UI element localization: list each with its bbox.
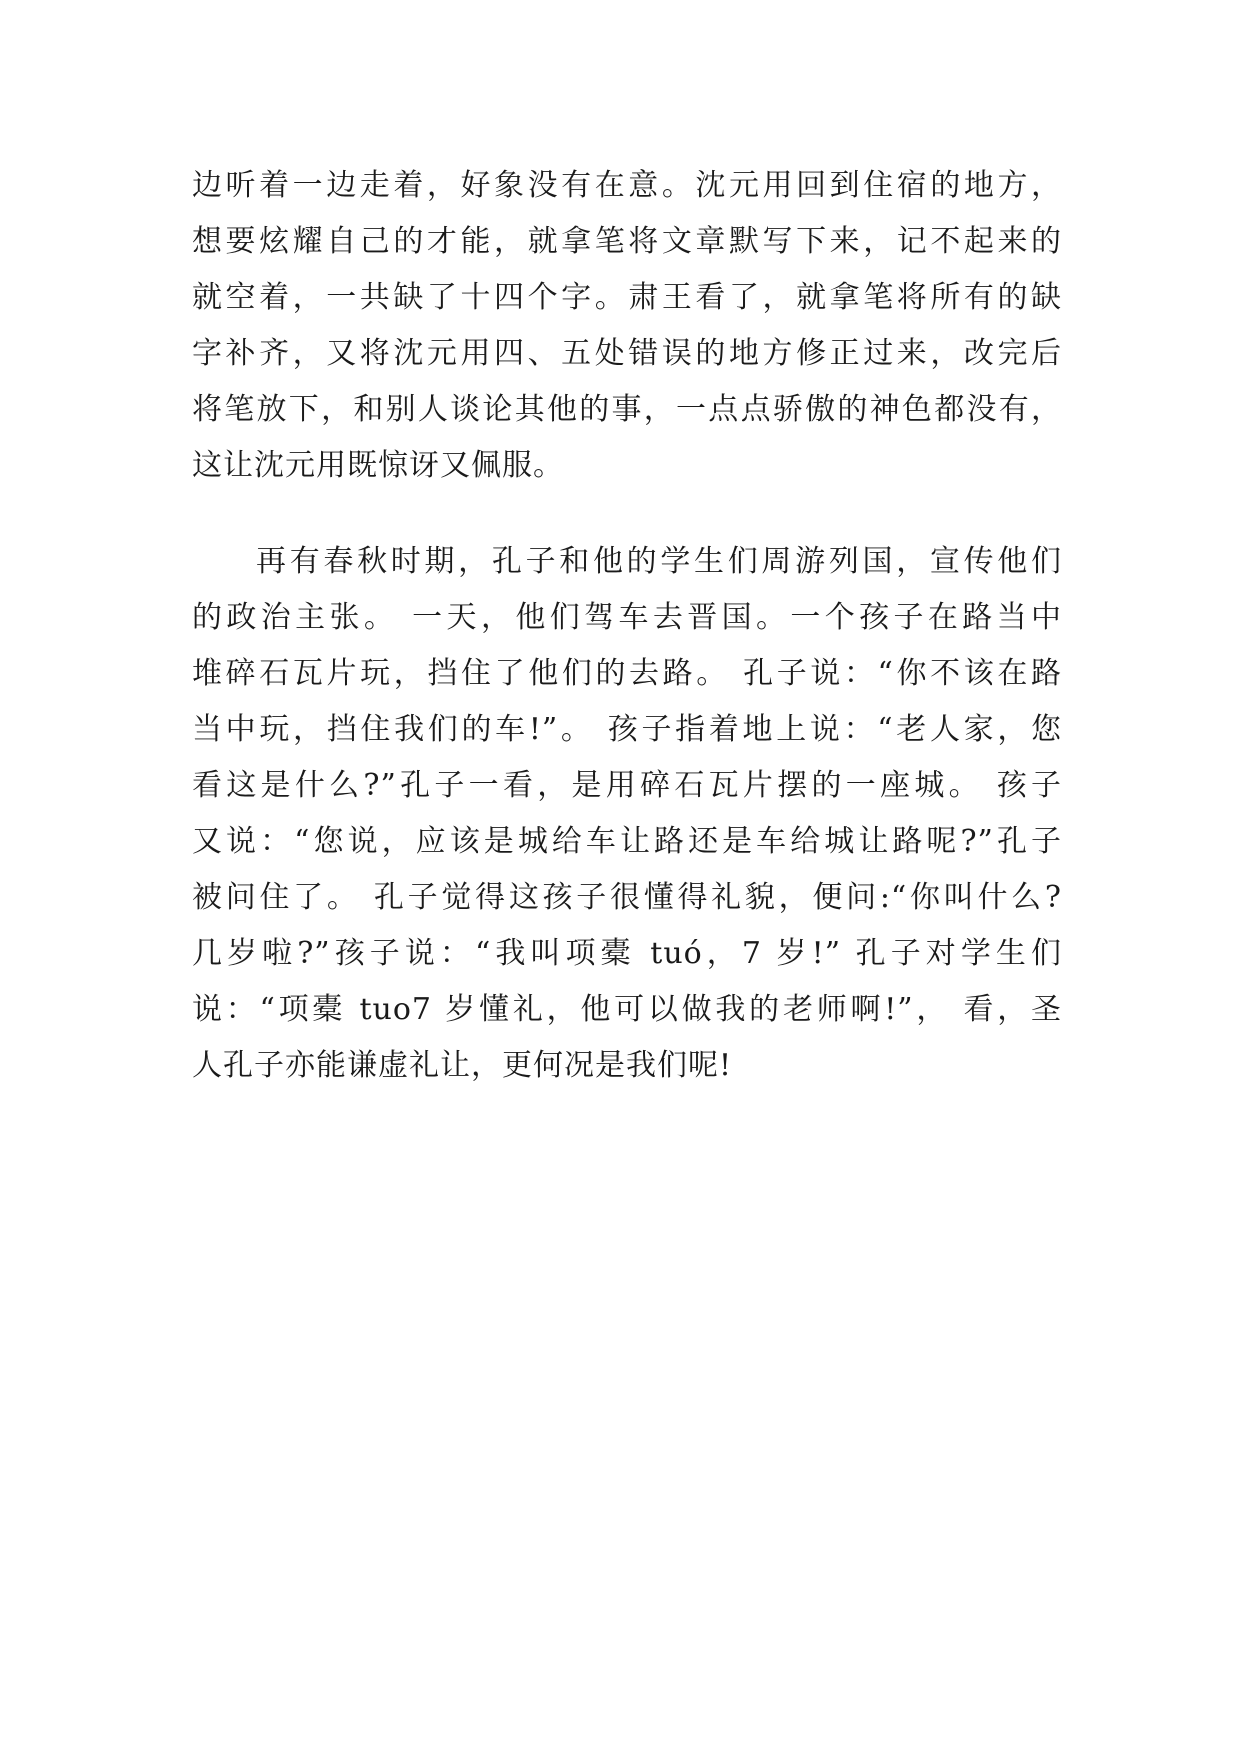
- paragraph-line: 又说：“您说，应该是城给车让路还是车给城让路呢?”孔子: [192, 824, 1062, 859]
- paragraph-line: 看这是什么?”孔子一看，是用碎石瓦片摆的一座城。 孩子: [192, 768, 1062, 803]
- paragraph-line: 再有春秋时期，孔子和他的学生们周游列国，宣传他们: [256, 544, 1062, 579]
- paragraph-2: [192, 534, 1062, 1094]
- paragraph-line: 被问住了。 孔子觉得这孩子很懂得礼貌，便问:“你叫什么?: [192, 880, 1062, 915]
- paragraph-line: 说：“项橐 tuo7 岁懂礼，他可以做我的老师啊!”， 看，圣: [192, 992, 1062, 1027]
- paragraph-line: 边听着一边走着，好象没有在意。沈元用回到住宿的地方，: [192, 168, 1062, 203]
- paragraph-line: 这让沈元用既惊讶又佩服。: [192, 448, 564, 483]
- paragraph-line: 人孔子亦能谦虚礼让，更何况是我们呢!: [192, 1048, 733, 1083]
- paragraph-line: 想要炫耀自己的才能，就拿笔将文章默写下来，记不起来的: [192, 224, 1062, 259]
- paragraph-line: 字补齐，又将沈元用四、五处错误的地方修正过来，改完后: [192, 336, 1062, 371]
- paragraph-1: [192, 158, 1062, 494]
- paragraph-line: 就空着，一共缺了十四个字。肃王看了，就拿笔将所有的缺: [192, 280, 1062, 315]
- paragraph-line: 的政治主张。 一天，他们驾车去晋国。一个孩子在路当中: [192, 600, 1062, 635]
- paragraph-line: 当中玩，挡住我们的车!”。 孩子指着地上说：“老人家，您: [192, 712, 1062, 747]
- paragraph-line: 将笔放下，和别人谈论其他的事，一点点骄傲的神色都没有，: [192, 392, 1062, 427]
- paragraph-line: 堆碎石瓦片玩，挡住了他们的去路。 孔子说：“你不该在路: [192, 656, 1062, 691]
- paragraph-line: 几岁啦?”孩子说：“我叫项橐 tuó，7 岁!” 孔子对学生们: [192, 936, 1062, 971]
